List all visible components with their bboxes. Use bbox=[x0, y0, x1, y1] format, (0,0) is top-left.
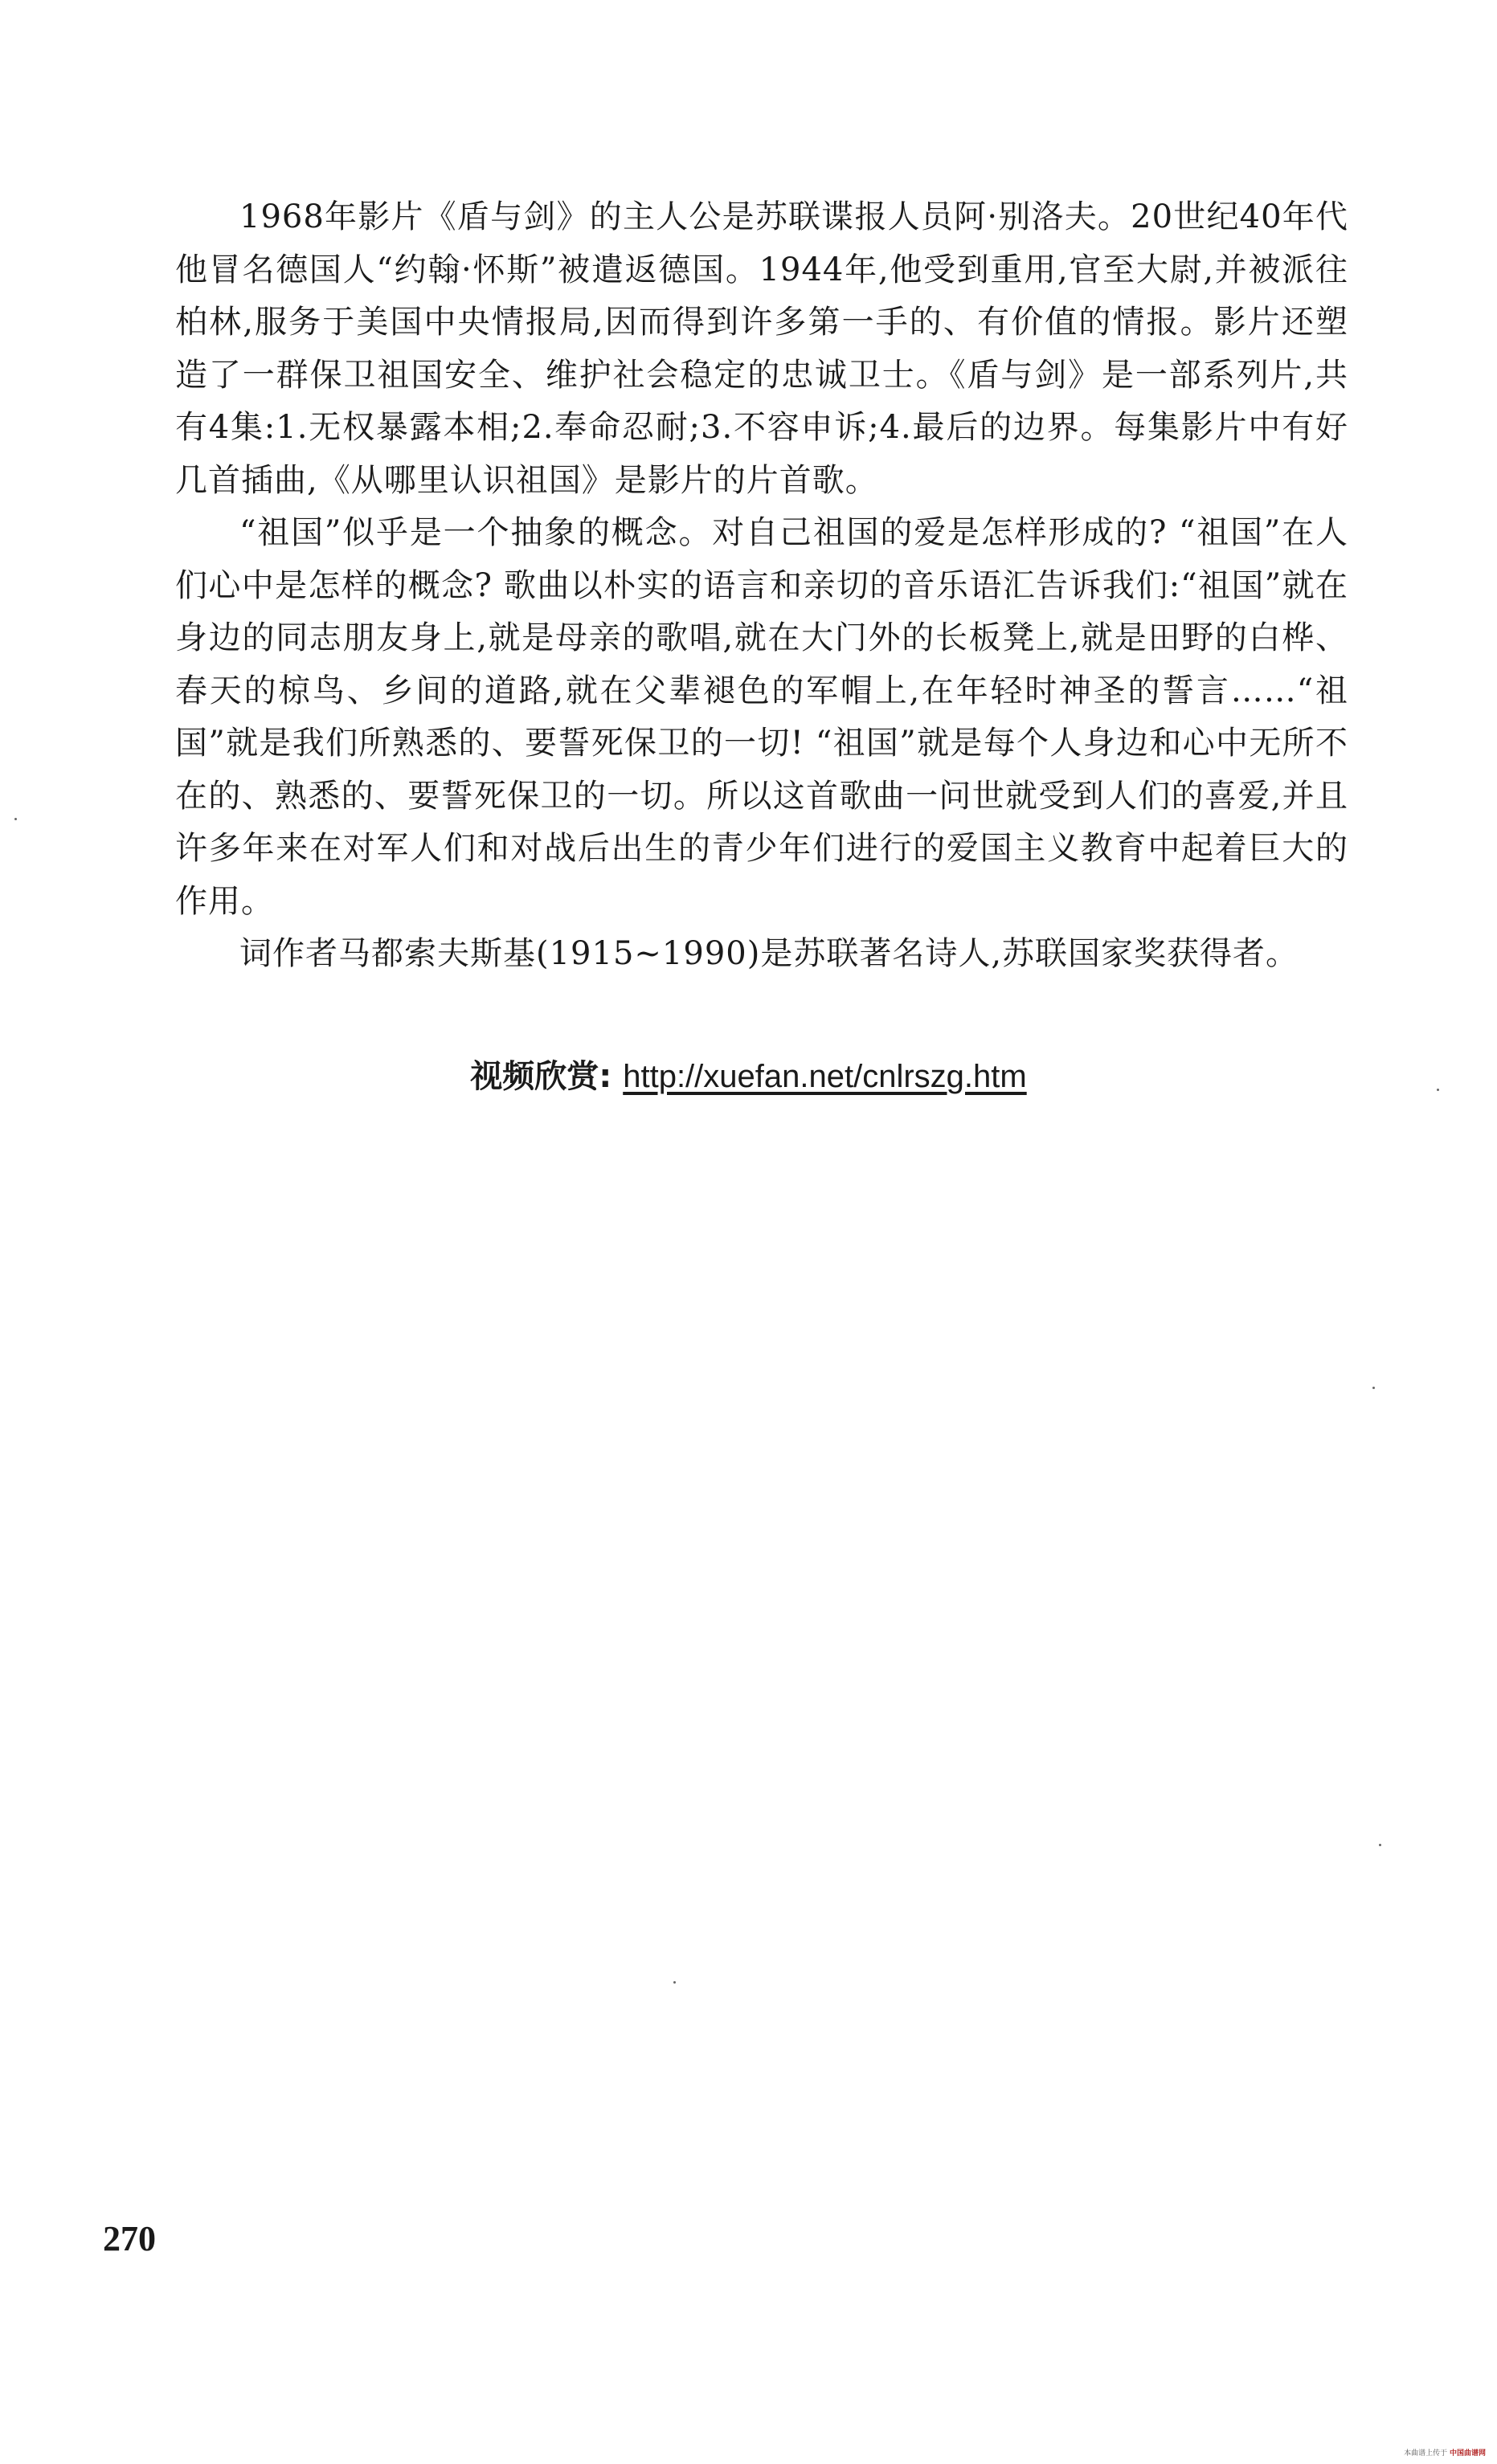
scan-speck bbox=[1437, 1089, 1439, 1091]
body-text bbox=[175, 191, 1348, 981]
video-label: 视频欣赏: bbox=[470, 1058, 612, 1095]
site-watermark bbox=[1404, 2447, 1486, 2458]
watermark-prefix: 本曲谱上传于 bbox=[1404, 2450, 1448, 2458]
paragraph-film-intro: 1968年影片《盾与剑》的主人公是苏联谍报人员阿·别洛夫。20世纪40年代他冒名德国人“约翰·怀斯”被遣返德国。1944年,他受到重用,官至大尉,并被派往柏林,服务于美国中央情报局,因而得到许多第一手的、有价值的情报。影片还塑造了一群保卫祖国安全、维护社会稳定的忠诚卫士。《盾与剑》是一部系列片,共有4集:1.无权暴露本相;2.奉命忍耐;3.不容申诉;4.最后的边界。每集影片中有好几首插曲,《从哪里认识祖国》是影片的片首歌。 bbox=[175, 198, 1348, 499]
video-appreciation-line bbox=[0, 1054, 1497, 1099]
scan-speck bbox=[14, 818, 17, 820]
video-link[interactable]: http://xuefan.net/cnlrszg.htm bbox=[623, 1059, 1027, 1094]
watermark-brand: 中国曲谱网 bbox=[1449, 2450, 1486, 2458]
scan-speck bbox=[673, 1981, 676, 1984]
scan-speck bbox=[1379, 1844, 1381, 1846]
paragraph-motherland-concept: “祖国”似乎是一个抽象的概念。对自己祖国的爱是怎样形成的? “祖国”在人们心中是怎样的概念? 歌曲以朴实的语言和亲切的音乐语汇告诉我们:“祖国”就在身边的同志朋友身上,就是母亲的歌唱,就在大门外的长板凳上,就是田野的白桦、春天的椋鸟、乡间的道路,就在父辈褪色的军帽上,在年轻时神圣的誓言……“祖国”就是我们所熟悉的、要誓死保卫的一切! “祖国”就是每个人身边和心中无所不在的、熟悉的、要誓死保卫的一切。所以这首歌曲一问世就受到人们的喜爱,并且许多年来在对军人们和对战后出生的青少年们进行的爱国主义教育中起着巨大的作用。 bbox=[175, 514, 1348, 920]
scan-speck bbox=[1372, 1387, 1375, 1389]
paragraph-lyricist: 词作者马都索夫斯基(1915~1990)是苏联著名诗人,苏联国家奖获得者。 bbox=[239, 935, 1299, 972]
page-number: 270 bbox=[103, 2219, 156, 2258]
